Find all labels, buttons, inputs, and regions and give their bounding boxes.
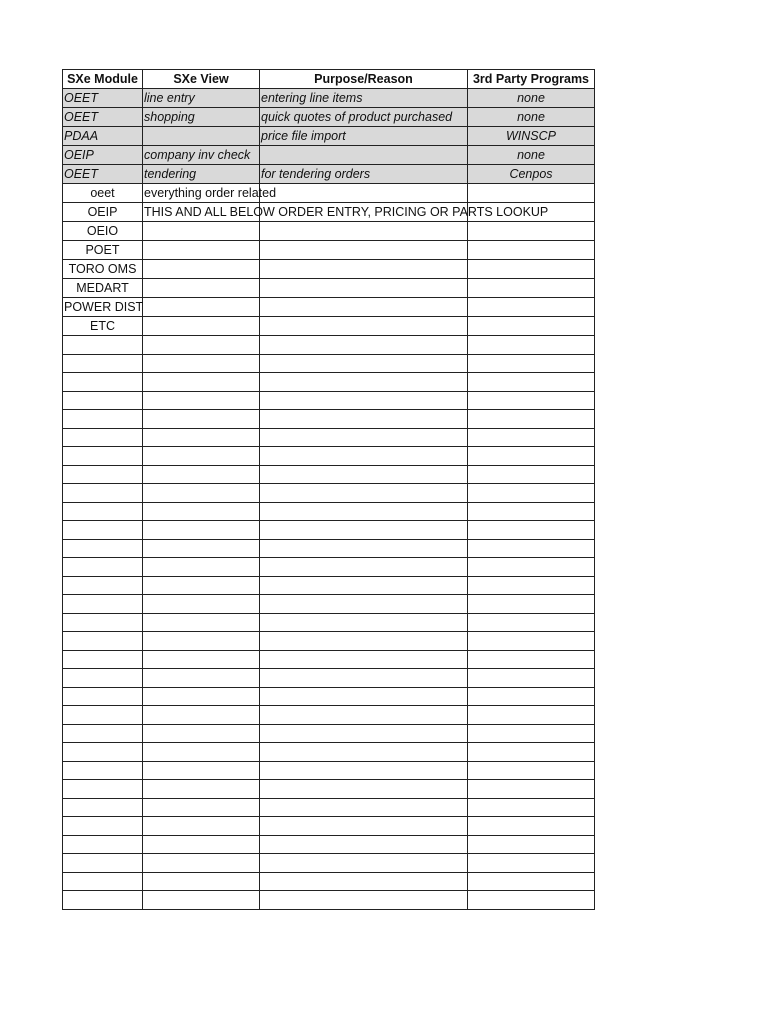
table-row	[63, 780, 595, 799]
cell-purpose[interactable]	[260, 465, 468, 484]
table-row	[63, 373, 595, 392]
cell-module[interactable]	[63, 743, 143, 762]
cell-module[interactable]: PDAA	[63, 127, 143, 146]
table-row	[63, 391, 595, 410]
cell-view[interactable]: tendering	[143, 165, 260, 184]
cell-view[interactable]	[143, 780, 260, 799]
cell-purpose[interactable]	[260, 632, 468, 651]
cell-view[interactable]	[143, 317, 260, 336]
cell-view[interactable]	[143, 241, 260, 260]
table-row	[63, 817, 595, 836]
table-row	[63, 632, 595, 651]
cell-third-party[interactable]	[468, 817, 595, 836]
table-row	[63, 558, 595, 577]
cell-view[interactable]	[143, 595, 260, 614]
cell-view[interactable]	[143, 354, 260, 373]
cell-third-party[interactable]: none	[468, 108, 595, 127]
cell-module[interactable]	[63, 872, 143, 891]
header-sxe-module[interactable]: SXe Module	[63, 70, 143, 89]
cell-purpose[interactable]	[260, 706, 468, 725]
cell-module[interactable]	[63, 835, 143, 854]
cell-view[interactable]	[143, 798, 260, 817]
cell-third-party[interactable]	[468, 484, 595, 503]
cell-purpose[interactable]: for tendering orders	[260, 165, 468, 184]
table-row	[63, 146, 595, 165]
cell-module[interactable]	[63, 706, 143, 725]
table-row	[63, 127, 595, 146]
cell-module[interactable]: oeet	[63, 184, 143, 203]
cell-purpose[interactable]	[260, 521, 468, 540]
cell-third-party[interactable]	[468, 502, 595, 521]
cell-view[interactable]	[143, 184, 277, 203]
cell-module[interactable]	[63, 447, 143, 466]
cell-purpose[interactable]	[260, 650, 468, 669]
cell-third-party[interactable]	[468, 650, 595, 669]
table-row	[63, 872, 595, 891]
cell-third-party[interactable]	[468, 298, 595, 317]
cell-module[interactable]	[63, 761, 143, 780]
cell-module[interactable]	[63, 724, 143, 743]
cell-module[interactable]	[63, 650, 143, 669]
cell-view[interactable]	[143, 484, 260, 503]
cell-third-party[interactable]: none	[468, 89, 595, 108]
cell-view[interactable]	[143, 428, 260, 447]
cell-third-party[interactable]	[468, 854, 595, 873]
cell-module[interactable]: OEIP	[63, 146, 143, 165]
table-row	[63, 465, 595, 484]
cell-purpose[interactable]	[260, 391, 468, 410]
cell-purpose[interactable]	[260, 428, 468, 447]
cell-module[interactable]	[63, 891, 143, 910]
cell-module[interactable]	[63, 336, 143, 355]
cell-view[interactable]	[143, 835, 260, 854]
cell-view[interactable]	[143, 687, 260, 706]
cell-purpose[interactable]	[260, 373, 468, 392]
cell-module[interactable]: POWER DIST	[63, 298, 143, 317]
cell-view[interactable]	[143, 260, 260, 279]
cell-module[interactable]	[63, 465, 143, 484]
cell-purpose[interactable]	[260, 798, 468, 817]
cell-module[interactable]	[63, 576, 143, 595]
cell-purpose[interactable]	[260, 780, 468, 799]
cell-view[interactable]	[143, 502, 260, 521]
cell-third-party[interactable]	[468, 595, 595, 614]
cell-third-party[interactable]	[468, 687, 595, 706]
table-row	[63, 184, 595, 203]
cell-view[interactable]	[143, 279, 260, 298]
table-row	[63, 222, 595, 241]
table-row	[63, 410, 595, 429]
table-row	[63, 108, 595, 127]
cell-module[interactable]: ETC	[63, 317, 143, 336]
table-row	[63, 706, 595, 725]
cell-view[interactable]	[143, 706, 260, 725]
cell-module[interactable]	[63, 817, 143, 836]
cell-module[interactable]	[63, 410, 143, 429]
cell-purpose[interactable]	[260, 317, 468, 336]
cell-purpose[interactable]	[260, 447, 468, 466]
table-row	[63, 650, 595, 669]
cell-view[interactable]	[143, 410, 260, 429]
cell-module[interactable]	[63, 798, 143, 817]
table-row	[63, 761, 595, 780]
cell-third-party[interactable]	[468, 241, 595, 260]
cell-third-party[interactable]	[468, 669, 595, 688]
cell-third-party[interactable]	[468, 835, 595, 854]
cell-module[interactable]: MEDART	[63, 279, 143, 298]
cell-purpose[interactable]	[260, 279, 468, 298]
cell-view[interactable]	[143, 447, 260, 466]
table-row	[63, 354, 595, 373]
cell-purpose[interactable]	[260, 576, 468, 595]
table-row	[63, 835, 595, 854]
spreadsheet-table	[62, 69, 595, 910]
table-body	[63, 89, 595, 910]
cell-purpose[interactable]	[260, 613, 468, 632]
cell-purpose[interactable]	[260, 595, 468, 614]
cell-module[interactable]: OEET	[63, 165, 143, 184]
cell-third-party[interactable]	[468, 410, 595, 429]
cell-third-party[interactable]	[468, 354, 595, 373]
cell-third-party[interactable]	[468, 184, 595, 203]
cell-third-party[interactable]	[468, 260, 595, 279]
cell-module[interactable]: TORO OMS	[63, 260, 143, 279]
cell-view[interactable]: shopping	[143, 108, 260, 127]
cell-third-party[interactable]	[468, 724, 595, 743]
cell-view[interactable]: line entry	[143, 89, 260, 108]
cell-module[interactable]	[63, 391, 143, 410]
table-row	[63, 595, 595, 614]
cell-third-party[interactable]: none	[468, 146, 595, 165]
cell-module[interactable]	[63, 854, 143, 873]
cell-view[interactable]	[143, 391, 260, 410]
cell-third-party[interactable]	[468, 373, 595, 392]
table-row	[63, 724, 595, 743]
cell-purpose[interactable]	[260, 817, 468, 836]
cell-view[interactable]	[143, 521, 260, 540]
cell-third-party[interactable]	[468, 465, 595, 484]
cell-purpose[interactable]	[260, 669, 468, 688]
cell-view[interactable]	[143, 203, 549, 222]
cell-module[interactable]	[63, 484, 143, 503]
cell-view[interactable]	[143, 854, 260, 873]
table-row	[63, 203, 595, 222]
cell-purpose[interactable]	[260, 891, 468, 910]
cell-module[interactable]	[63, 521, 143, 540]
cell-purpose[interactable]: price file import	[260, 127, 468, 146]
cell-module[interactable]	[63, 595, 143, 614]
cell-purpose[interactable]	[260, 835, 468, 854]
cell-view[interactable]	[143, 872, 260, 891]
cell-module[interactable]	[63, 687, 143, 706]
cell-view[interactable]: company inv check	[143, 146, 260, 165]
cell-view[interactable]	[143, 817, 260, 836]
table-row	[63, 743, 595, 762]
cell-third-party[interactable]	[468, 613, 595, 632]
cell-view[interactable]	[143, 613, 260, 632]
table-row	[63, 484, 595, 503]
table-row	[63, 165, 595, 184]
cell-view[interactable]	[143, 761, 260, 780]
cell-third-party[interactable]	[468, 576, 595, 595]
cell-purpose[interactable]: quick quotes of product purchased	[260, 108, 468, 127]
cell-view[interactable]	[143, 373, 260, 392]
cell-purpose[interactable]	[260, 724, 468, 743]
cell-third-party[interactable]: Cenpos	[468, 165, 595, 184]
table-row	[63, 687, 595, 706]
cell-purpose[interactable]	[260, 484, 468, 503]
cell-module[interactable]	[63, 428, 143, 447]
cell-module[interactable]	[63, 354, 143, 373]
cell-third-party[interactable]	[468, 317, 595, 336]
cell-module[interactable]: OEIO	[63, 222, 143, 241]
cell-purpose[interactable]	[260, 184, 468, 203]
cell-module[interactable]: OEET	[63, 89, 143, 108]
cell-purpose[interactable]	[260, 761, 468, 780]
cell-module[interactable]: OEET	[63, 108, 143, 127]
cell-purpose[interactable]	[260, 260, 468, 279]
cell-view[interactable]	[143, 465, 260, 484]
cell-purpose[interactable]	[260, 539, 468, 558]
cell-module[interactable]	[63, 502, 143, 521]
cell-module[interactable]	[63, 539, 143, 558]
cell-third-party[interactable]	[468, 891, 595, 910]
table-row	[63, 428, 595, 447]
cell-module[interactable]	[63, 558, 143, 577]
cell-view[interactable]	[143, 576, 260, 595]
cell-view[interactable]	[143, 127, 260, 146]
cell-module[interactable]: OEIP	[63, 203, 143, 222]
cell-third-party[interactable]	[468, 521, 595, 540]
cell-module[interactable]: POET	[63, 241, 143, 260]
table-row	[63, 669, 595, 688]
cell-module[interactable]	[63, 613, 143, 632]
cell-view[interactable]	[143, 558, 260, 577]
cell-third-party[interactable]	[468, 761, 595, 780]
table-row	[63, 539, 595, 558]
cell-purpose[interactable]	[260, 241, 468, 260]
cell-view[interactable]	[143, 298, 260, 317]
cell-purpose[interactable]	[260, 222, 468, 241]
table-row	[63, 336, 595, 355]
cell-purpose[interactable]	[260, 354, 468, 373]
cell-purpose[interactable]	[260, 854, 468, 873]
table-row	[63, 502, 595, 521]
cell-third-party[interactable]	[468, 447, 595, 466]
cell-module[interactable]	[63, 669, 143, 688]
table-row	[63, 613, 595, 632]
cell-third-party[interactable]	[468, 743, 595, 762]
cell-third-party[interactable]	[468, 428, 595, 447]
cell-view[interactable]	[143, 632, 260, 651]
cell-purpose[interactable]	[260, 336, 468, 355]
cell-third-party[interactable]	[468, 336, 595, 355]
cell-third-party[interactable]	[468, 279, 595, 298]
table-row	[63, 447, 595, 466]
table-row	[63, 89, 595, 108]
cell-view[interactable]	[143, 650, 260, 669]
table-row	[63, 521, 595, 540]
cell-view[interactable]	[143, 891, 260, 910]
table-row	[63, 854, 595, 873]
cell-purpose[interactable]: entering line items	[260, 89, 468, 108]
cell-module[interactable]	[63, 632, 143, 651]
table-row	[63, 260, 595, 279]
cell-view[interactable]	[143, 539, 260, 558]
cell-purpose[interactable]	[260, 146, 468, 165]
overflow-note-text: THIS AND ALL BELOW ORDER ENTRY, PRICING OR PARTS LOOKUP	[144, 205, 549, 219]
table-row	[63, 317, 595, 336]
cell-third-party[interactable]	[468, 798, 595, 817]
table-row	[63, 798, 595, 817]
cell-third-party[interactable]	[468, 539, 595, 558]
cell-purpose[interactable]	[260, 687, 468, 706]
cell-purpose[interactable]	[260, 298, 468, 317]
cell-purpose[interactable]	[260, 410, 468, 429]
header-purpose-reason[interactable]: Purpose/Reason	[260, 70, 468, 89]
table-row	[63, 298, 595, 317]
cell-view[interactable]	[143, 336, 260, 355]
cell-view[interactable]	[143, 222, 260, 241]
cell-third-party[interactable]	[468, 632, 595, 651]
cell-purpose[interactable]	[260, 743, 468, 762]
cell-third-party[interactable]	[468, 391, 595, 410]
header-sxe-view[interactable]: SXe View	[143, 70, 260, 89]
cell-third-party[interactable]	[468, 872, 595, 891]
cell-view[interactable]	[143, 724, 260, 743]
cell-purpose[interactable]	[260, 558, 468, 577]
table-row	[63, 279, 595, 298]
overflow-note-text: everything order related	[144, 186, 277, 200]
table-row	[63, 576, 595, 595]
cell-third-party[interactable]	[468, 706, 595, 725]
cell-third-party[interactable]	[468, 222, 595, 241]
table-row	[63, 891, 595, 910]
cell-third-party[interactable]: WINSCP	[468, 127, 595, 146]
header-3rd-party-programs[interactable]: 3rd Party Programs	[468, 70, 595, 89]
cell-purpose[interactable]	[260, 872, 468, 891]
cell-view[interactable]	[143, 743, 260, 762]
cell-view[interactable]	[143, 669, 260, 688]
cell-third-party[interactable]	[468, 780, 595, 799]
cell-module[interactable]	[63, 780, 143, 799]
header-row	[63, 70, 595, 89]
table-row	[63, 241, 595, 260]
cell-purpose[interactable]	[260, 502, 468, 521]
cell-third-party[interactable]	[468, 558, 595, 577]
cell-module[interactable]	[63, 373, 143, 392]
